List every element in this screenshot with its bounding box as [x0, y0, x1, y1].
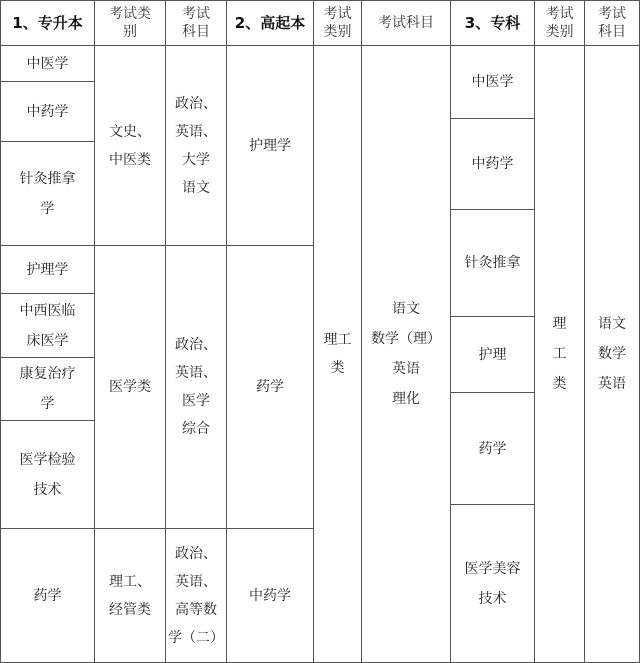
section-2-category-header: 考试 类别: [313, 0, 362, 46]
section-2-title: 2、高起本: [226, 0, 314, 46]
section-3-title: 3、专科: [450, 0, 535, 46]
section-1-major: 护理学: [0, 245, 95, 294]
section-2-category: 理工 类: [313, 45, 362, 663]
section-1-subjects: 政治、 英语、 高等数 学（二）: [165, 528, 227, 663]
section-3-major: 针灸推拿: [450, 209, 535, 317]
section-1-major: 药学: [0, 528, 95, 663]
section-3-major: 医学美容 技术: [450, 504, 535, 663]
section-3-category: 理 工 类: [534, 45, 585, 663]
section-3-subject-header: 考试 科目: [584, 0, 640, 46]
section-1-major: 中医学: [0, 45, 95, 82]
section-2-major: 药学: [226, 245, 314, 529]
section-1-subject-header: 考试 科目: [165, 0, 227, 46]
section-3-major: 中药学: [450, 118, 535, 210]
section-1-category: 医学类: [94, 245, 166, 529]
section-1-major: 中药学: [0, 81, 95, 142]
section-2-major: 护理学: [226, 45, 314, 246]
section-1-category-header: 考试类 别: [94, 0, 166, 46]
section-3-subjects: 语文 数学 英语: [584, 45, 640, 663]
section-1-major: 针灸推拿 学: [0, 141, 95, 246]
section-2-major: 中药学: [226, 528, 314, 663]
section-1-category: 文史、 中医类: [94, 45, 166, 246]
section-1-subjects: 政治、 英语、 医学 综合: [165, 245, 227, 529]
section-1-major: 康复治疗 学: [0, 357, 95, 421]
section-3-major: 护理: [450, 316, 535, 393]
section-1-subjects: 政治、 英语、 大学 语文: [165, 45, 227, 246]
section-1-major: 中西医临 床医学: [0, 293, 95, 358]
section-1-major: 医学检验 技术: [0, 420, 95, 529]
section-3-category-header: 考试 类别: [534, 0, 585, 46]
section-1-title: 1、专升本: [0, 0, 95, 46]
section-1-category: 理工、 经管类: [94, 528, 166, 663]
section-2-subjects: 语文 数学（理） 英语 理化: [361, 45, 451, 663]
section-3-major: 中医学: [450, 45, 535, 119]
section-2-subject-header: 考试科目: [361, 0, 451, 46]
section-3-major: 药学: [450, 392, 535, 505]
